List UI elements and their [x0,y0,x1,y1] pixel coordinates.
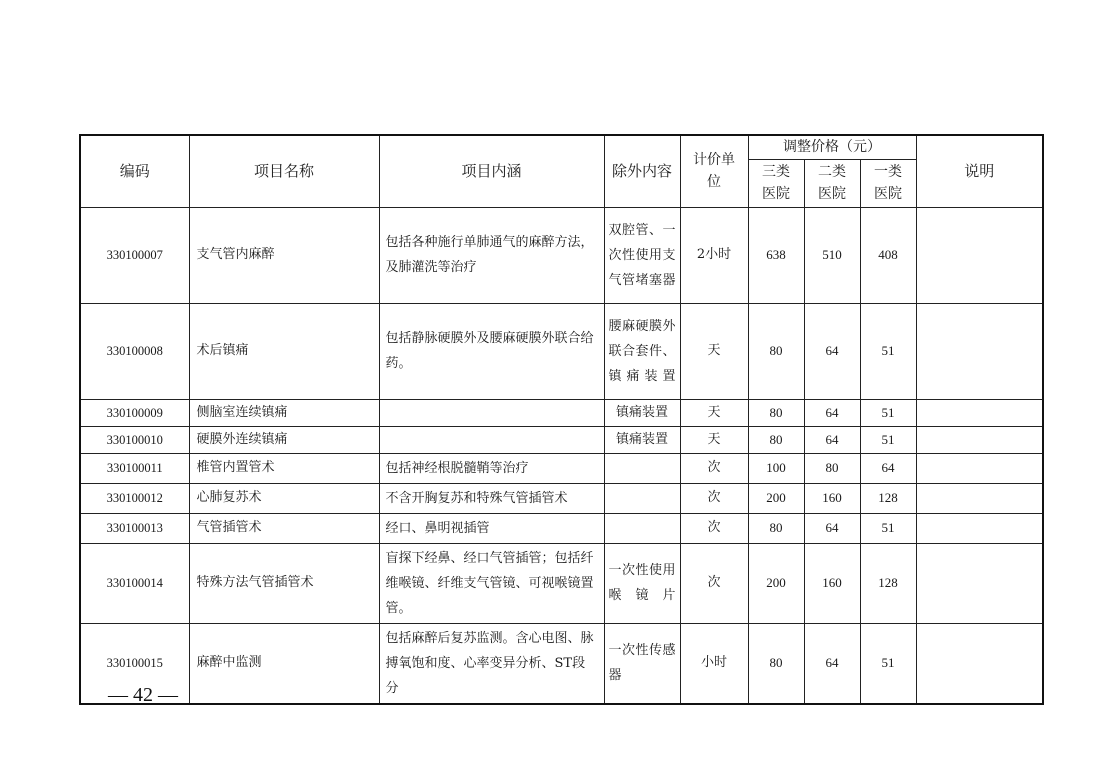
row-content: 经口、鼻明视插管 [379,513,604,543]
row-unit: 2小时 [680,207,748,303]
header-unit: 计价单位 [680,135,748,207]
row-content: 包括静脉硬膜外及腰麻硬膜外联合给药。 [379,303,604,399]
row-class3-price: 638 [748,207,804,303]
row-unit: 次 [680,453,748,483]
row-class2-price: 64 [804,303,860,399]
row-excluded: 镇痛装置 [604,399,680,426]
header-excluded: 除外内容 [604,135,680,207]
table-row [80,483,1043,513]
header-class3: 三类医院 [748,159,804,207]
row-excluded: 镇痛装置 [604,426,680,453]
row-name: 麻醉中监测 [189,623,379,704]
row-excluded [604,513,680,543]
row-content: 包括各种施行单肺通气的麻醉方法，及肺灌洗等治疗 [379,207,604,303]
row-excluded [604,483,680,513]
row-class2-price: 510 [804,207,860,303]
row-code: 330100011 [80,453,189,483]
table-row [80,207,1043,303]
price-table [79,134,1044,705]
row-excluded: 一次性传感器 [604,623,680,704]
header-name: 项目名称 [189,135,379,207]
row-class3-price: 80 [748,399,804,426]
row-code: 330100009 [80,399,189,426]
row-name: 气管插管术 [189,513,379,543]
row-name: 心肺复苏术 [189,483,379,513]
row-unit: 次 [680,483,748,513]
row-unit: 次 [680,543,748,623]
row-name: 椎管内置管术 [189,453,379,483]
table-row [80,543,1043,623]
row-class1-price: 51 [860,426,916,453]
row-content [379,399,604,426]
row-unit: 小时 [680,623,748,704]
row-class2-price: 64 [804,426,860,453]
row-class3-price: 100 [748,453,804,483]
row-excluded: 双腔管、一次性使用支气管堵塞器 [604,207,680,303]
row-content: 不含开胸复苏和特殊气管插管术 [379,483,604,513]
page-number: — 42 — [108,684,178,706]
row-content: 包括神经根脱髓鞘等治疗 [379,453,604,483]
row-class1-price: 51 [860,513,916,543]
row-code: 330100010 [80,426,189,453]
row-class1-price: 128 [860,543,916,623]
row-excluded: 腰麻硬膜外联合套件、镇痛装置 [604,303,680,399]
table-row [80,623,1043,704]
row-class3-price: 200 [748,483,804,513]
row-class1-price: 408 [860,207,916,303]
table-row [80,426,1043,453]
header-code: 编码 [80,135,189,207]
table-row [80,513,1043,543]
table-row [80,303,1043,399]
row-class2-price: 80 [804,453,860,483]
header-price-group: 调整价格（元） [748,135,916,159]
row-note [916,426,1043,453]
row-note [916,303,1043,399]
row-code: 330100013 [80,513,189,543]
row-content: 盲探下经鼻、经口气管插管；包括纤维喉镜、纤维支气管镜、可视喉镜置管。 [379,543,604,623]
row-unit: 次 [680,513,748,543]
row-class2-price: 160 [804,543,860,623]
row-note [916,399,1043,426]
row-class1-price: 51 [860,623,916,704]
row-content: 包括麻醉后复苏监测。含心电图、脉搏氧饱和度、心率变异分析、ST段分 [379,623,604,704]
row-name: 特殊方法气管插管术 [189,543,379,623]
row-class1-price: 51 [860,399,916,426]
row-class2-price: 64 [804,623,860,704]
row-excluded: 一次性使用喉镜片 [604,543,680,623]
row-name: 硬膜外连续镇痛 [189,426,379,453]
row-note [916,543,1043,623]
row-excluded [604,453,680,483]
row-class1-price: 128 [860,483,916,513]
row-class3-price: 80 [748,303,804,399]
row-unit: 天 [680,426,748,453]
row-name: 支气管内麻醉 [189,207,379,303]
header-content: 项目内涵 [379,135,604,207]
row-unit: 天 [680,303,748,399]
row-class1-price: 64 [860,453,916,483]
row-class3-price: 80 [748,623,804,704]
header-class1: 一类医院 [860,159,916,207]
row-note [916,623,1043,704]
row-note [916,513,1043,543]
header-class2: 二类医院 [804,159,860,207]
row-code: 330100008 [80,303,189,399]
row-note [916,207,1043,303]
row-class3-price: 80 [748,513,804,543]
row-class3-price: 80 [748,426,804,453]
row-unit: 天 [680,399,748,426]
row-code: 330100007 [80,207,189,303]
row-note [916,453,1043,483]
row-name: 术后镇痛 [189,303,379,399]
row-code: 330100014 [80,543,189,623]
row-content [379,426,604,453]
row-code: 330100015 [80,623,189,704]
table-row [80,453,1043,483]
row-class2-price: 160 [804,483,860,513]
row-class2-price: 64 [804,513,860,543]
row-note [916,483,1043,513]
header-note: 说明 [916,135,1043,207]
table-row [80,399,1043,426]
row-class1-price: 51 [860,303,916,399]
row-code: 330100012 [80,483,189,513]
row-name: 侧脑室连续镇痛 [189,399,379,426]
row-class3-price: 200 [748,543,804,623]
row-class2-price: 64 [804,399,860,426]
